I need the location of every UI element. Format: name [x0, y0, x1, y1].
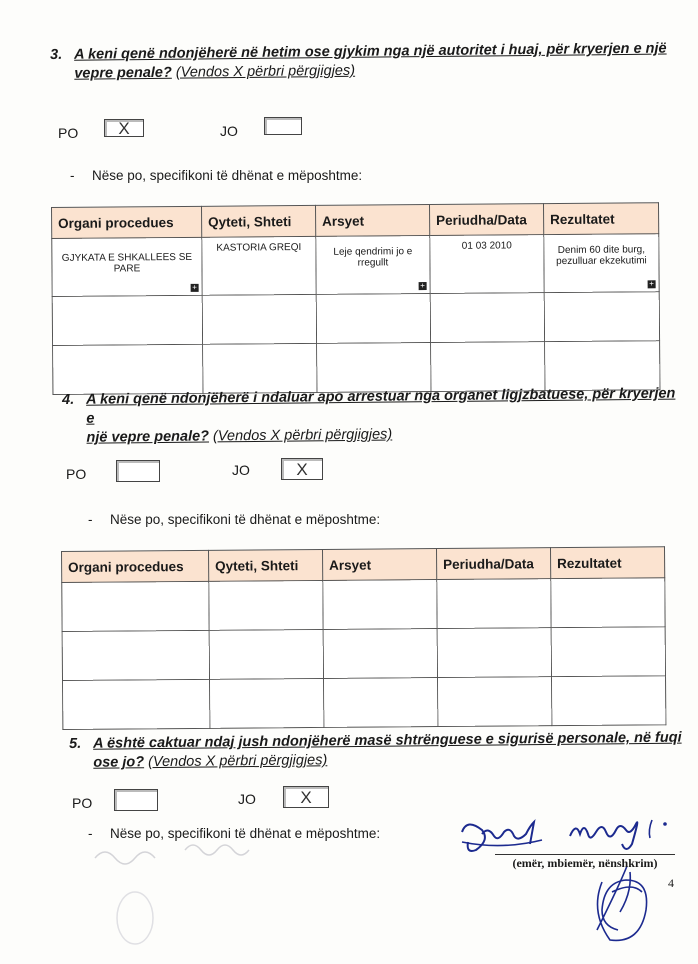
table-cell[interactable]: [210, 678, 324, 728]
table-header-row: [62, 547, 665, 583]
expand-icon: +: [420, 281, 425, 291]
table-cell[interactable]: KASTORIA GREQI: [202, 236, 316, 295]
question-number: 4.: [62, 391, 75, 408]
table-cell[interactable]: [545, 341, 660, 391]
table-cell[interactable]: [52, 295, 202, 345]
table-cell[interactable]: [551, 627, 665, 677]
table-cell[interactable]: [437, 628, 551, 678]
question-text-cont: vepre penale?: [74, 64, 172, 82]
header-qyteti: Qyteti, Shteti: [208, 549, 322, 581]
table-cell[interactable]: [209, 580, 323, 630]
table-header-row: [52, 203, 659, 239]
details-table-q3: [51, 202, 660, 395]
jo-checkbox[interactable]: X: [283, 786, 329, 808]
specify-note: - Nëse po, specifikoni të dhënat e mëposhtme:: [70, 168, 363, 183]
question-hint: (Vendos X përbri përgjigjes): [212, 426, 393, 445]
question-text: A keni qenë ndonjëherë i ndaluar apo arrestuar nga organet ligjzbatuese, për kryerjen e: [86, 385, 676, 427]
header-organi: Organi procedues: [62, 550, 209, 582]
details-table-q4: [61, 546, 666, 730]
table-cell[interactable]: [202, 294, 316, 344]
table-row: [62, 578, 665, 632]
page-number: 4: [668, 876, 674, 890]
table-cell[interactable]: [437, 579, 551, 629]
header-rezultatet: Rezultatet: [550, 547, 664, 579]
table-cell[interactable]: GJYKATA E SHKALLEES SE PARE +: [52, 237, 202, 296]
table-cell[interactable]: 01 03 2010: [430, 235, 544, 294]
po-checkbox[interactable]: [114, 789, 158, 811]
table-cell[interactable]: [203, 343, 317, 393]
table-cell[interactable]: Denim 60 dite burg, pezulluar ekzekutimi +: [544, 234, 659, 293]
table-cell[interactable]: [53, 344, 203, 394]
question-hint: (Vendos X përbri përgjigjes): [175, 62, 356, 81]
question-text: A keni qenë ndonjëherë në hetim ose gjykim nga një autoritet i huaj, për kryerjen e një: [74, 40, 667, 63]
po-label: PO: [66, 466, 87, 482]
po-checkbox[interactable]: X: [104, 119, 144, 137]
jo-label: JO: [232, 462, 250, 478]
header-organi: Organi procedues: [52, 206, 202, 238]
header-rezultatet: Rezultatet: [543, 203, 658, 235]
table-cell[interactable]: [324, 678, 438, 728]
question-3: [50, 39, 690, 82]
table-cell[interactable]: [316, 294, 430, 344]
question-number: 5.: [69, 735, 82, 752]
table-cell[interactable]: [62, 630, 209, 680]
jo-label: JO: [220, 123, 238, 139]
specify-note: - Nëse po, specifikoni të dhënat e mëposhtme:: [88, 512, 381, 527]
table-row: [62, 627, 665, 681]
specify-note: - Nëse po, specifikoni të dhënat e mëposhtme:: [88, 826, 381, 841]
header-arsyet: Arsyet: [322, 549, 436, 581]
po-label: PO: [72, 795, 93, 811]
header-qyteti: Qyteti, Shteti: [201, 205, 315, 237]
po-checkbox[interactable]: [116, 460, 160, 482]
table-cell[interactable]: [551, 578, 665, 628]
header-arsyet: Arsyet: [315, 205, 429, 237]
table-cell[interactable]: [438, 677, 552, 727]
table-cell[interactable]: [544, 292, 659, 342]
expand-icon: +: [192, 282, 197, 292]
table-cell[interactable]: [323, 629, 437, 679]
question-text-cont: ose jo?: [93, 754, 145, 771]
header-periudha: Periudha/Data: [429, 204, 543, 236]
jo-checkbox[interactable]: X: [281, 458, 323, 480]
table-cell[interactable]: [317, 343, 431, 393]
table-cell[interactable]: [323, 580, 437, 630]
table-row: [52, 234, 659, 297]
header-periudha: Periudha/Data: [436, 548, 550, 580]
question-number: 3.: [50, 46, 63, 63]
table-cell[interactable]: Leje qendrimi jo e rregullt +: [316, 236, 430, 295]
question-hint: (Vendos X përbri përgjigjes): [148, 752, 328, 771]
question-text-cont: një vepre penale?: [86, 428, 210, 446]
table-cell[interactable]: [430, 293, 544, 343]
handwritten-signature: [452, 812, 672, 942]
table-row: [52, 292, 659, 346]
table-cell[interactable]: [209, 629, 323, 679]
signature-caption: (emër, mbiemër, nënshkrim): [495, 854, 675, 871]
question-5: [69, 729, 689, 771]
expand-icon: +: [649, 279, 654, 289]
jo-label: JO: [238, 791, 256, 807]
question-text: A është caktuar ndaj jush ndonjëherë masë shtrënguese e sigurisë personale, në fuqi: [93, 729, 682, 752]
jo-checkbox[interactable]: [264, 117, 302, 135]
table-cell[interactable]: [431, 342, 545, 392]
table-row: [63, 676, 666, 730]
table-cell[interactable]: [63, 679, 210, 729]
table-cell[interactable]: [62, 581, 209, 631]
po-label: PO: [58, 125, 79, 141]
table-cell[interactable]: [552, 676, 666, 726]
bleed-through-marks: [75, 828, 305, 948]
